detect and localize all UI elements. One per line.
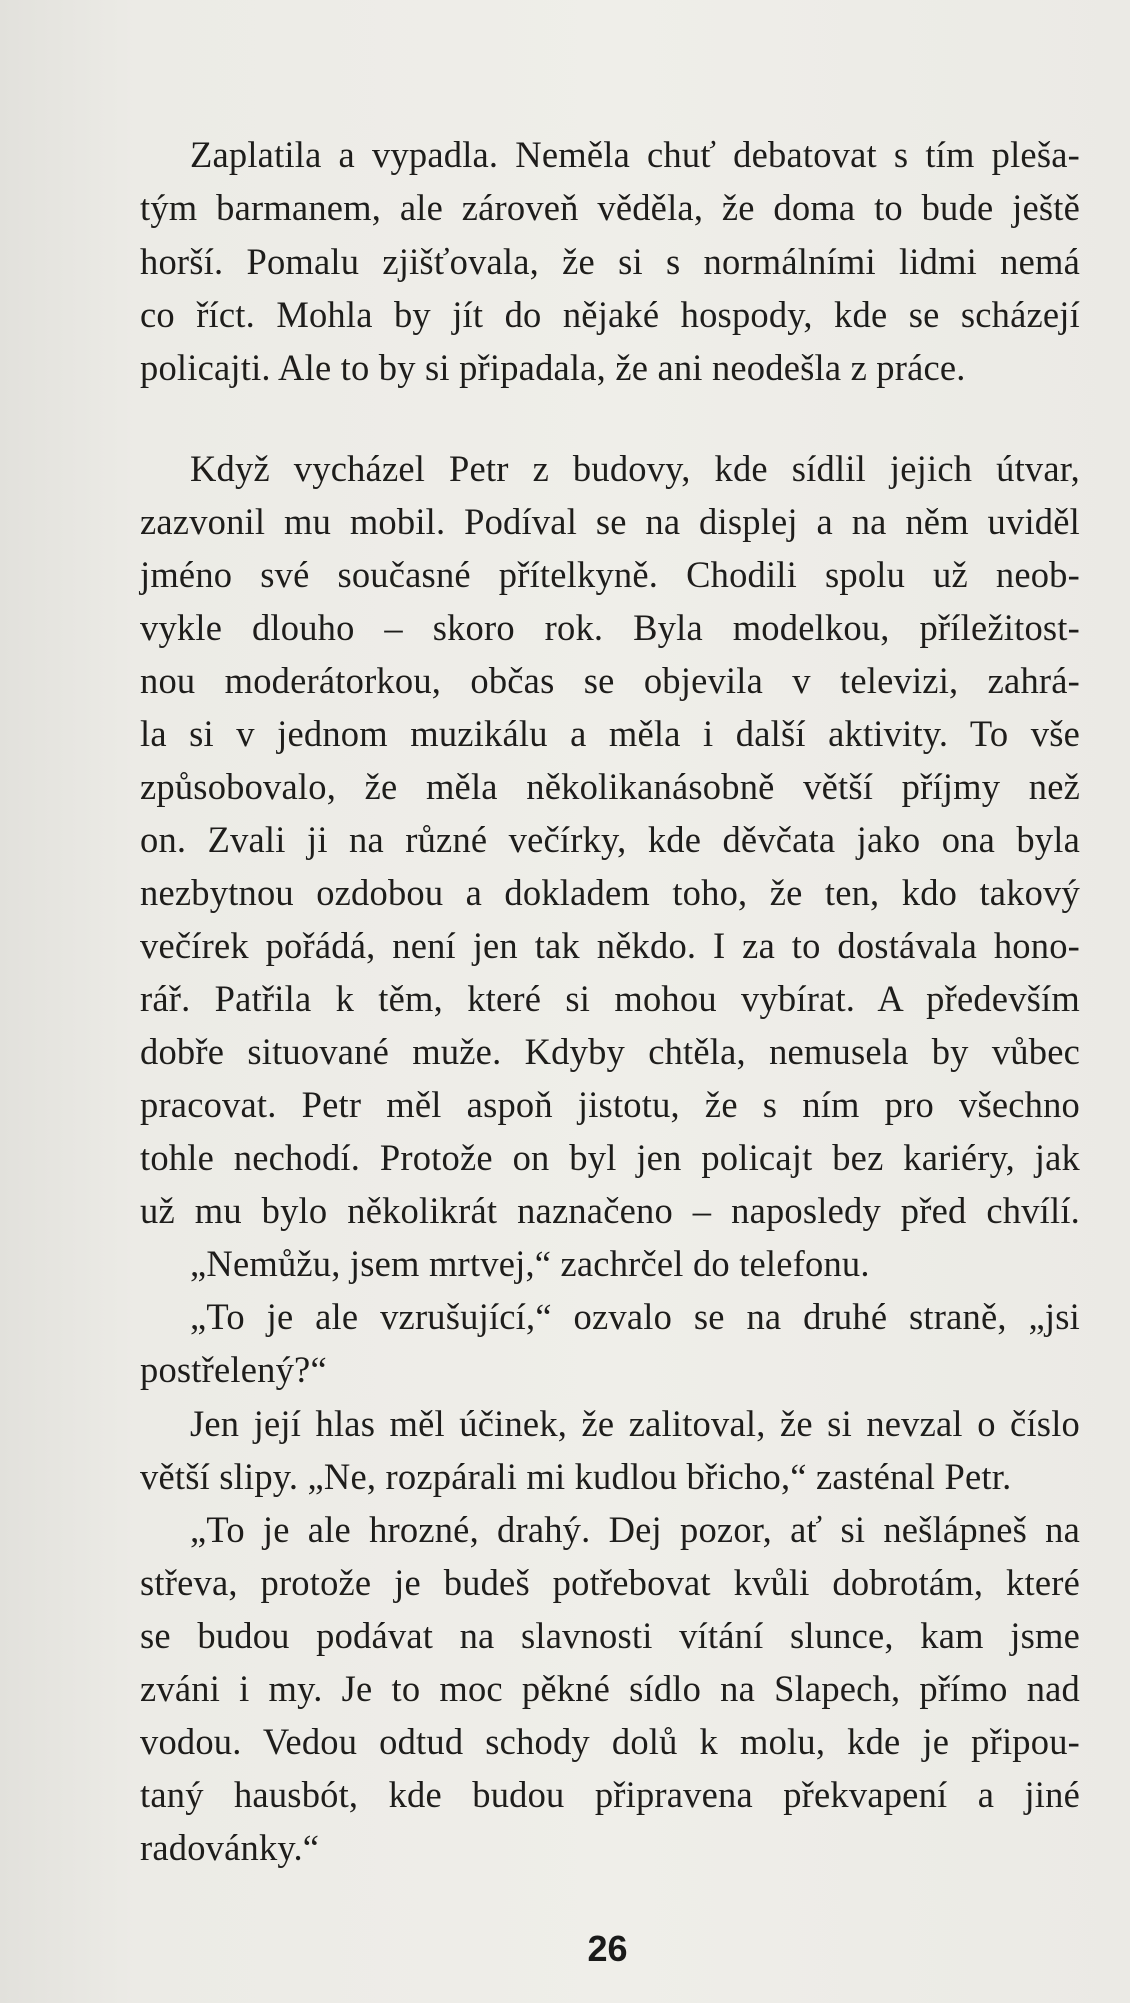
text-line: tým barmanem, ale zároveň věděla, že doma to bude ještě [140, 187, 1080, 228]
text-line: zazvonil mu mobil. Podíval se na displej a na něm uviděl [140, 501, 1080, 542]
text-line: Zaplatila a vypadla. Neměla chuť debatovat s tím pleša- [190, 134, 1080, 175]
text-line: horší. Pomalu zjišťovala, že si s normálními lidmi nemá [140, 241, 1080, 282]
text-line: už mu bylo několikrát naznačeno – naposledy před chvílí. [140, 1190, 1080, 1231]
text-line: jméno své současné přítelkyně. Chodili spolu už neob- [140, 554, 1080, 595]
text-line: nou moderátorkou, občas se objevila v televizi, zahrá- [140, 660, 1080, 701]
text-line: větší slipy. „Ne, rozpárali mi kudlou břicho,“ zasténal Petr. [140, 1456, 1012, 1497]
text-line: vodou. Vedou odtud schody dolů k molu, kde je připou- [140, 1721, 1080, 1762]
text-line: policajti. Ale to by si připadala, že ani neodešla z práce. [140, 347, 966, 388]
text-line: dobře situované muže. Kdyby chtěla, nemusela by vůbec [140, 1031, 1080, 1072]
text-line: pracovat. Petr měl aspoň jistotu, že s ním pro všechno [140, 1084, 1080, 1125]
text-line: taný hausbót, kde budou připravena překvapení a jiné [140, 1774, 1080, 1815]
text-line: „To je ale vzrušující,“ ozvalo se na druhé straně, „jsi [190, 1296, 1080, 1337]
text-line: co říct. Mohla by jít do nějaké hospody, kde se scházejí [140, 294, 1080, 335]
text-line: způsobovalo, že měla několikanásobně větší příjmy než [140, 766, 1080, 807]
text-line: Když vycházel Petr z budovy, kde sídlil jejich útvar, [190, 448, 1080, 489]
text-line: radovánky.“ [140, 1827, 320, 1868]
page-number: 26 [587, 1928, 628, 1969]
text-line: vykle dlouho – skoro rok. Byla modelkou, příležitost- [140, 607, 1080, 648]
text-line: Jen její hlas měl účinek, že zalitoval, že si nevzal o číslo [190, 1403, 1080, 1444]
text-line: rář. Patřila k těm, které si mohou vybírat. A především [140, 978, 1080, 1019]
text-line: zváni i my. Je to moc pěkné sídlo na Slapech, přímo nad [140, 1668, 1080, 1709]
text-line: tohle nechodí. Protože on byl jen policajt bez kariéry, jak [140, 1137, 1080, 1178]
text-line: „To je ale hrozné, drahý. Dej pozor, ať si nešlápneš na [190, 1509, 1080, 1550]
text-line: nezbytnou ozdobou a dokladem toho, že ten, kdo takový [140, 872, 1080, 913]
text-line: „Nemůžu, jsem mrtvej,“ zachrčel do telefonu. [190, 1243, 870, 1284]
text-line: la si v jednom muzikálu a měla i další aktivity. To vše [140, 713, 1080, 754]
text-line: se budou podávat na slavnosti vítání slunce, kam jsme [140, 1615, 1080, 1656]
text-line: postřelený?“ [140, 1349, 327, 1390]
text-line: on. Zvali ji na různé večírky, kde děvčata jako ona byla [140, 819, 1080, 860]
text-line: střeva, protože je budeš potřebovat kvůli dobrotám, které [140, 1562, 1080, 1603]
text-line: večírek pořádá, není jen tak někdo. I za to dostávala hono- [140, 925, 1080, 966]
